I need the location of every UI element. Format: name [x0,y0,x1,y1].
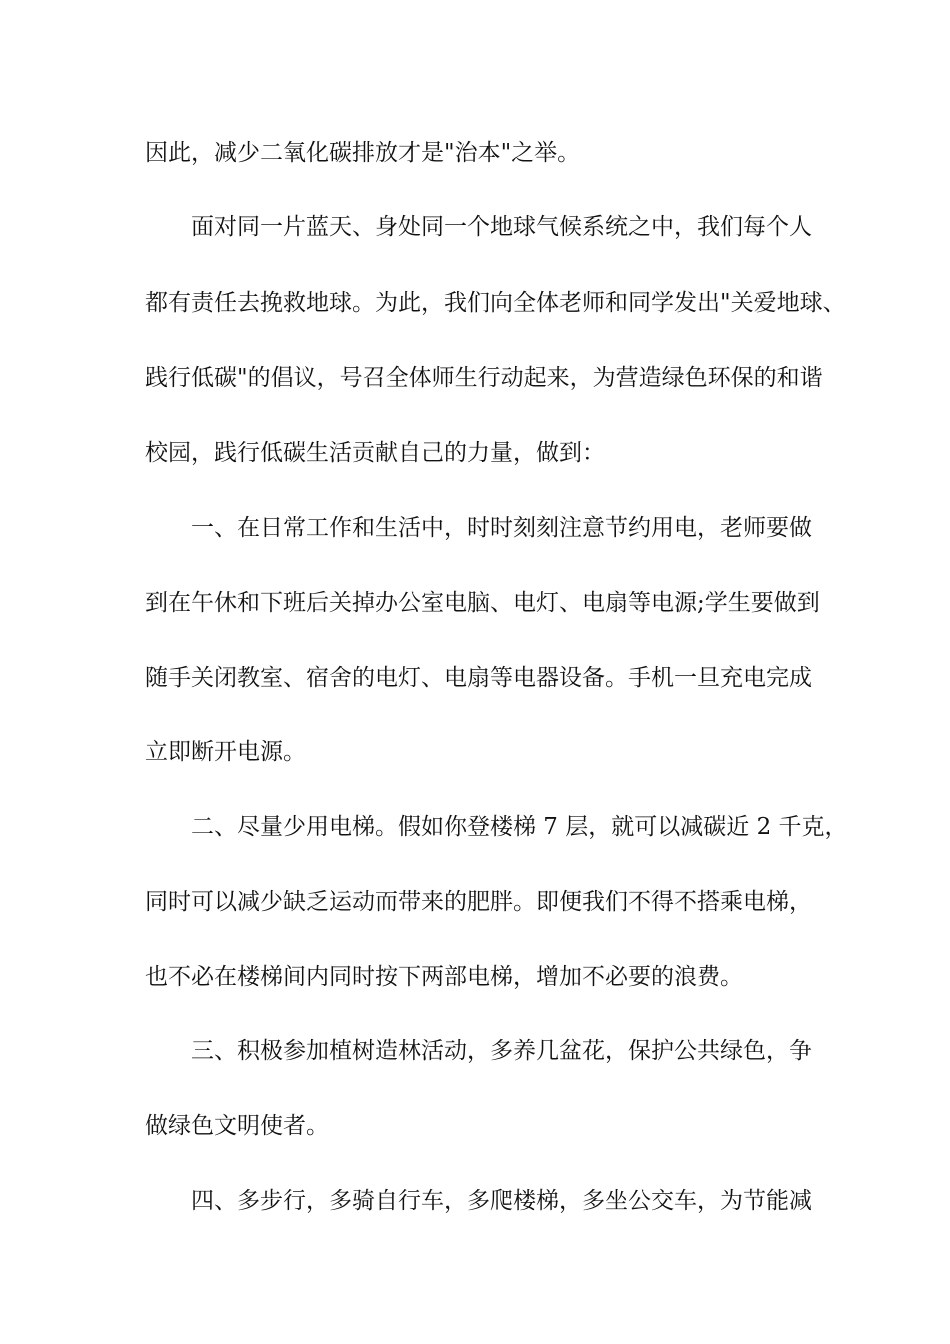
text-line: 随手关闭教室、宿舍的电灯、电扇等电器设备。手机一旦充电完成 [145,665,812,691]
list-item-three-first-line: 三、积极参加植树造林活动，多养几盆花，保护公共绿色，争 [191,1038,812,1064]
paragraph-first-line: 面对同一片蓝天、身处同一个地球气候系统之中，我们每个人 [191,214,812,240]
text-line: 都有责任去挽救地球。为此，我们向全体老师和同学发出"关爱地球、 [145,290,846,316]
list-item-one-first-line: 一、在日常工作和生活中，时时刻刻注意节约用电，老师要做 [191,515,812,541]
list-item-four-first-line: 四、多步行，多骑自行车，多爬楼梯，多坐公交车，为节能减 [191,1188,812,1214]
text-line: 同时可以减少缺乏运动而带来的肥胖。即便我们不得不搭乘电梯， [145,889,812,915]
text-line: 践行低碳"的倡议，号召全体师生行动起来，为营造绿色环保的和谐 [145,365,823,391]
list-item-two-first-line: 二、尽量少用电梯。假如你登楼梯 7 层，就可以减碳近 2 千克， [191,814,848,840]
text-line: 校园，践行低碳生活贡献自己的力量，做到： [145,440,605,466]
text-line: 做绿色文明使者。 [145,1113,329,1139]
text-line: 立即断开电源。 [145,739,306,765]
text-line: 因此，减少二氧化碳排放才是"治本"之举。 [145,140,581,166]
text-line: 到在午休和下班后关掉办公室电脑、电灯、电扇等电源;学生要做到 [145,590,820,616]
text-line: 也不必在楼梯间内同时按下两部电梯，增加不必要的浪费。 [145,964,743,990]
